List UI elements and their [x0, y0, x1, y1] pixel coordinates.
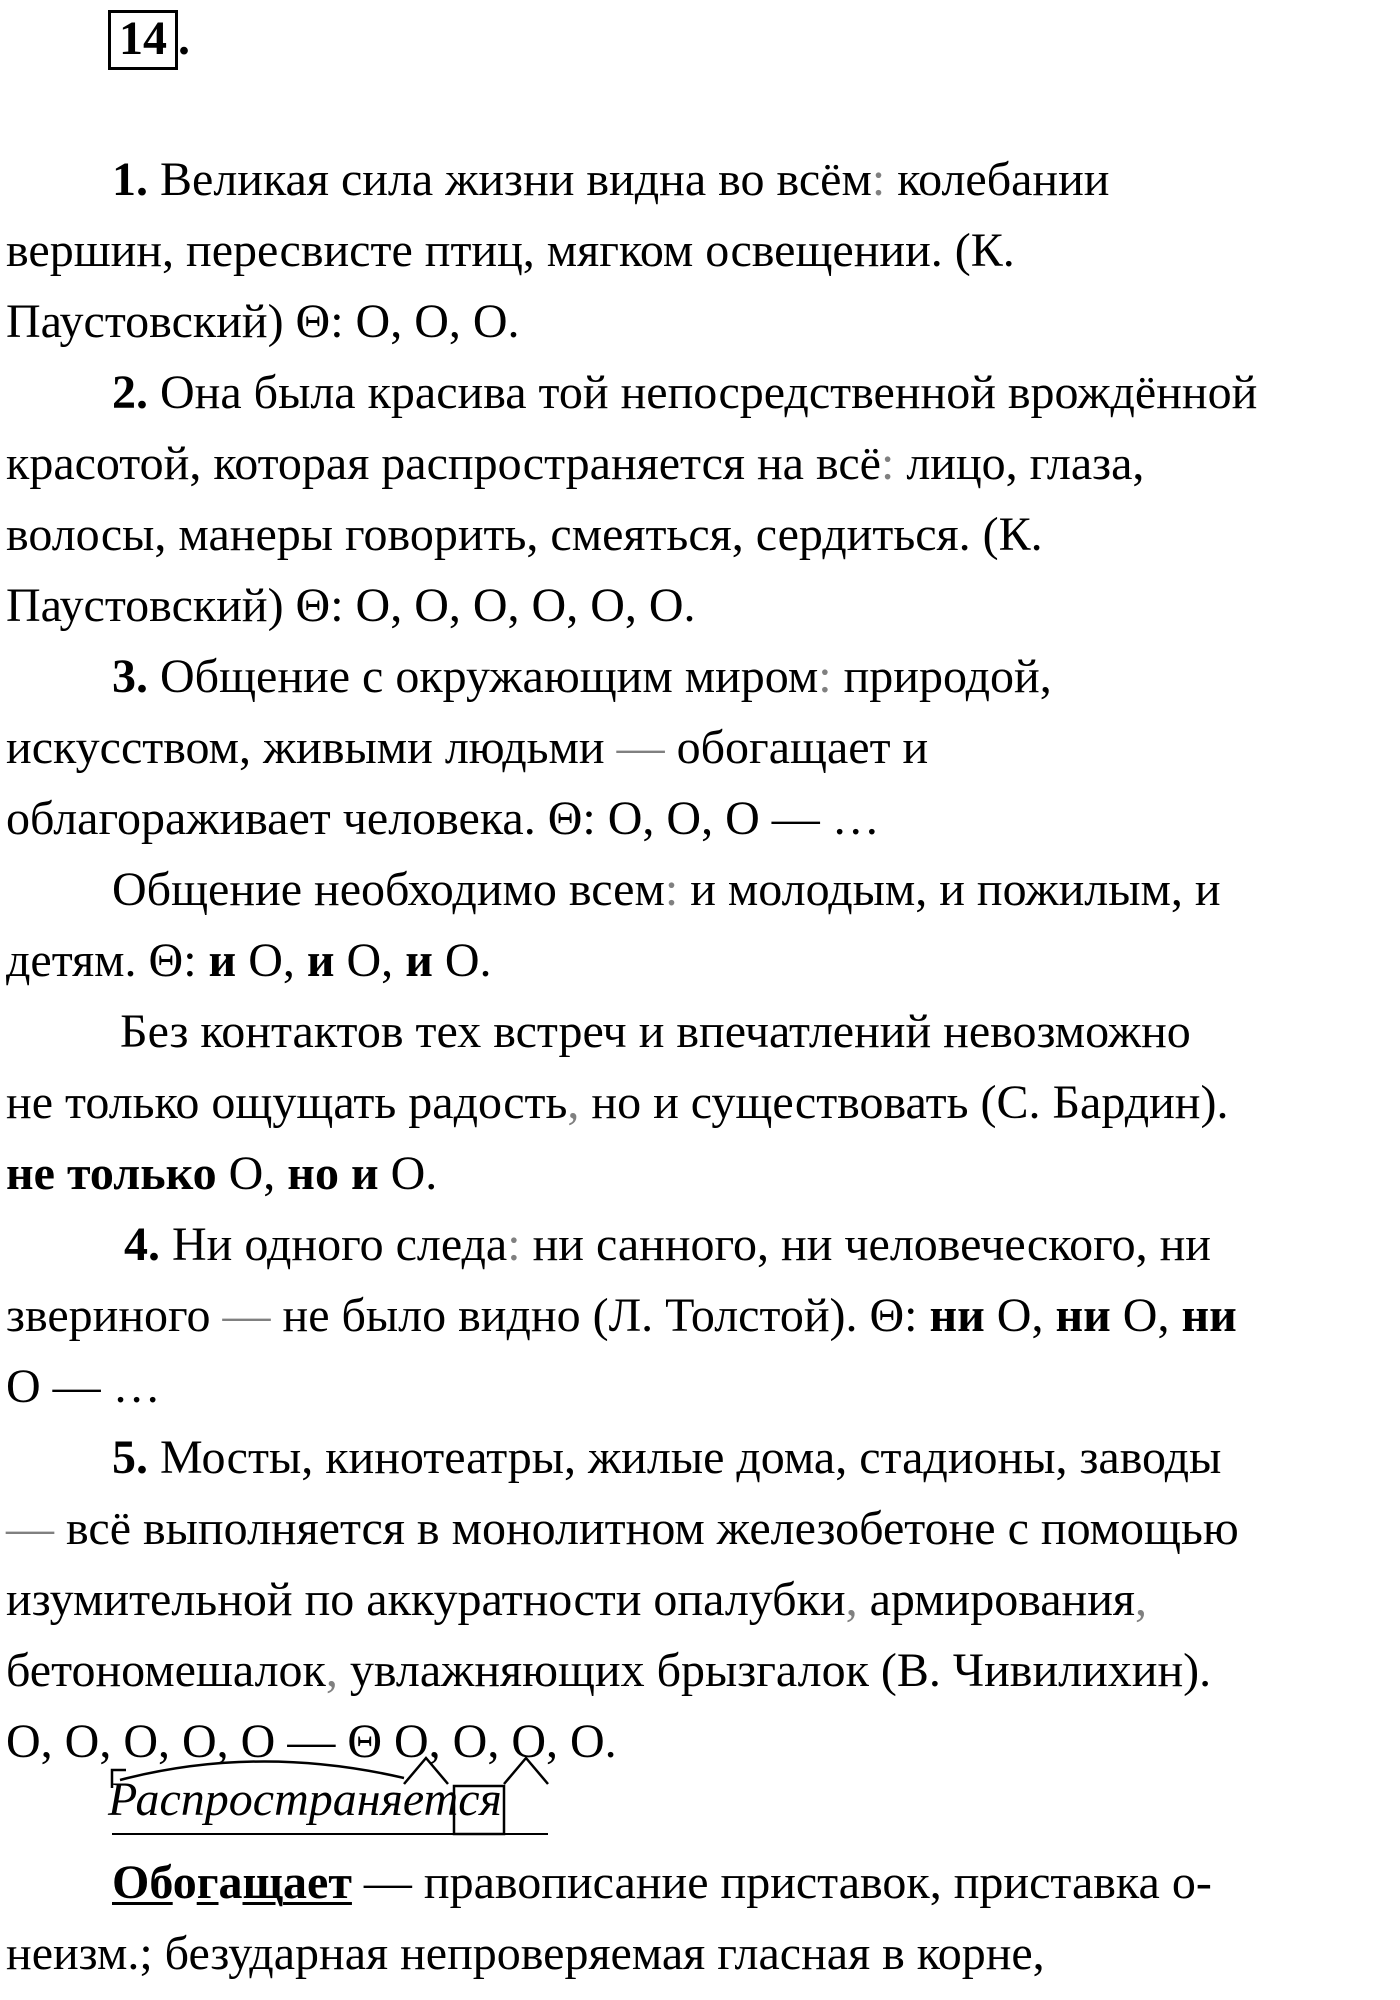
text: природой, [831, 650, 1052, 703]
colon-mark: : [871, 153, 886, 206]
sentence-1-number: 1. [112, 153, 148, 206]
text: но и существовать (С. Бардин). [579, 1076, 1229, 1129]
sentence-2-number: 2. [112, 366, 148, 419]
text: армирования [857, 1573, 1136, 1626]
conjunction: и [405, 934, 433, 987]
exercise-number-box: 14 [108, 10, 178, 70]
sentence-3-line-5 [6, 925, 1398, 996]
conjunction: и [208, 934, 237, 987]
exercise-content [6, 144, 1398, 1777]
sentence-3-line-2 [6, 712, 1398, 783]
dash-mark: — [6, 1502, 54, 1555]
dash-mark: — [616, 721, 665, 774]
conjunction: не только [6, 1147, 217, 1200]
text: детям. Θ: [6, 934, 209, 987]
letter: г [196, 1856, 219, 1909]
letter: о [172, 1856, 197, 1909]
text: Мосты, кинотеатры, жилые дома, стадионы, заводы [148, 1431, 1222, 1484]
sentence-5-number: 5. [112, 1431, 148, 1484]
conjunction: ни [1055, 1289, 1111, 1342]
conjunction: ни [1181, 1289, 1237, 1342]
spelling-block [6, 1847, 1398, 1989]
sentence-4-line-3: О — … [6, 1360, 161, 1413]
conjunction: ни [929, 1289, 985, 1342]
text: Общение с окружающим миром [148, 650, 819, 703]
letter: щ [242, 1856, 284, 1909]
text: О, [984, 1289, 1056, 1342]
text: О, [1110, 1289, 1182, 1342]
sentence-4-line-2 [6, 1280, 1398, 1351]
colon-mark: : [818, 650, 832, 703]
text: увлажняющих брызгалок (В. Чивилихин). [337, 1644, 1212, 1697]
text: Общение необходимо всем [112, 863, 665, 916]
letter: а [218, 1856, 243, 1909]
sentence-4-line-1 [6, 1209, 1398, 1280]
spelling-word [112, 1856, 352, 1909]
conjunction: и [306, 934, 335, 987]
sentence-5-line-3 [6, 1564, 1398, 1635]
text: не было видно (Л. Толстой). Θ: [270, 1289, 930, 1342]
sentence-2-line-3: волосы, манеры говорить, смеяться, сердиться. (К. [6, 508, 1043, 561]
colon-mark: : [664, 863, 679, 916]
sentence-5-line-1 [6, 1422, 1398, 1493]
comma-mark: , [567, 1076, 580, 1129]
sentence-3-line-7 [6, 1067, 1398, 1138]
exercise-number [108, 10, 190, 70]
exercise-number-dot: . [178, 12, 190, 65]
colon-mark: : [507, 1218, 521, 1271]
text: лицо, глаза, [894, 437, 1145, 490]
text: бетономешалок [6, 1644, 326, 1697]
comma-mark: , [845, 1573, 858, 1626]
text: искусством, живыми людьми [6, 721, 617, 774]
suffix-hat-2 [504, 1758, 548, 1784]
dash-mark: — [222, 1289, 271, 1342]
text: Она была красива той непосредственной врождённой [148, 366, 1258, 419]
text: ни санного, ни человеческого, ни [520, 1218, 1211, 1271]
text: О, [334, 934, 406, 987]
sentence-5-line-2 [6, 1493, 1398, 1564]
text: изумительной по аккуратности опалубки [6, 1573, 846, 1626]
conjunction: но и [287, 1147, 379, 1200]
sentence-1-line-2: вершин, пересвисте птиц, мягком освещении. (К. [6, 224, 1015, 277]
sentence-5-line-4 [6, 1635, 1398, 1706]
text: О. [378, 1147, 438, 1200]
sentence-2-line-4: Паустовский) Θ: О, О, О, О, О, О. [6, 579, 696, 632]
sentence-4-number: 4. [124, 1218, 160, 1271]
spelling-line-1 [6, 1847, 1398, 1918]
sentence-3-line-3: облагораживает человека. Θ: О, О, О — … [6, 792, 880, 845]
colon-mark: : [880, 437, 895, 490]
comma-mark: , [325, 1644, 338, 1697]
text: — правописание приставок, приставка о- [351, 1856, 1212, 1909]
text: звериного [6, 1289, 223, 1342]
text: О, [236, 934, 307, 987]
sentence-3-number: 3. [112, 650, 148, 703]
morpheme-word: Распространяется [108, 1773, 502, 1826]
text: красотой, которая распространяется на всё [6, 437, 881, 490]
text: колебании [885, 153, 1110, 206]
sentence-3-line-8 [6, 1138, 1398, 1209]
text: О, [216, 1147, 288, 1200]
text: Великая сила жизни видна во всём [148, 153, 872, 206]
sentence-2-line-1 [6, 357, 1398, 428]
sentence-5-line-5: О, О, О, О, О — Θ О, О, О, О. [6, 1715, 617, 1768]
sentence-1-line-3: Паустовский) Θ: О, О, О. [6, 295, 520, 348]
text: Ни одного следа [160, 1218, 508, 1271]
text: не только ощущать радость [6, 1076, 568, 1129]
sentence-3-line-4 [6, 854, 1398, 925]
text: обогащает и [664, 721, 929, 774]
sentence-2-line-2 [6, 428, 1398, 499]
text: и молодым, и пожилым, и [678, 863, 1221, 916]
text: всё выполняется в монолитном железобетоне с помощью [54, 1502, 1239, 1555]
comma-mark: , [1135, 1573, 1148, 1626]
text: О. [432, 934, 492, 987]
letter: ает [283, 1856, 352, 1909]
sentence-3-line-6: Без контактов тех встреч и впечатлений невозможно [120, 1005, 1191, 1058]
spelling-line-2: неизм.; безударная непроверяемая гласная в корне, [6, 1927, 1045, 1980]
letter: Об [112, 1856, 173, 1909]
sentence-1-line-1 [6, 144, 1398, 215]
sentence-3-line-1 [6, 641, 1398, 712]
